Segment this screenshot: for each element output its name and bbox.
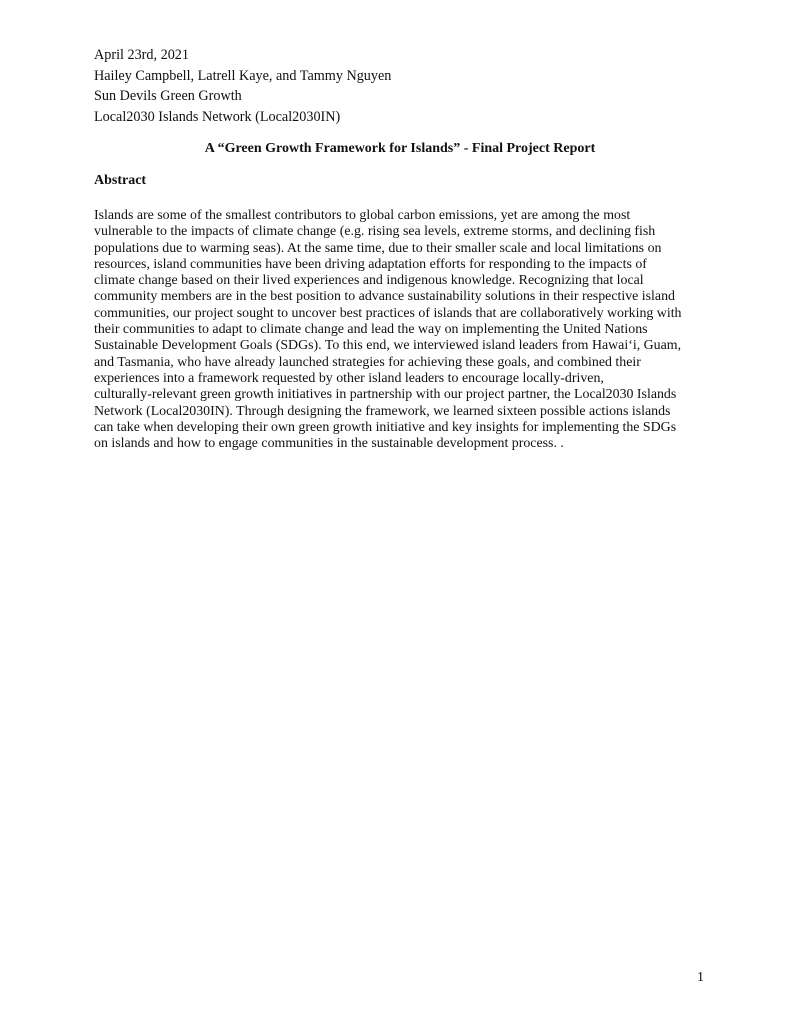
abstract-line: Islands are some of the smallest contributors to global carbon emissions, yet are among the most [94, 208, 631, 223]
document-header [94, 45, 391, 127]
abstract-line: communities, our project sought to uncover best practices of islands that are collaboratively working with [94, 305, 682, 321]
report-authors: Hailey Campbell, Latrell Kaye, and Tammy Nguyen [94, 67, 392, 84]
abstract-line: experiences into a framework requested by other island leaders to encourage locally-driven, [94, 370, 604, 386]
report-date: April 23rd, 2021 [94, 47, 189, 63]
abstract-line: resources, island communities have been driving adaptation efforts for responding to the impacts of [94, 256, 647, 272]
report-title: A “Green Growth Framework for Islands” - Final Project Report [204, 141, 596, 156]
team-name: Sun Devils Green Growth [94, 88, 242, 104]
abstract-line: community members are in the best position to advance sustainability solutions in their respective island [94, 289, 675, 305]
abstract-line: vulnerable to the impacts of climate change (e.g. rising sea levels, extreme storms, and declining fish [94, 224, 656, 240]
abstract-line: their communities to adapt to climate change and lead the way on implementing the United Nations [94, 322, 648, 338]
abstract-heading: Abstract [94, 173, 147, 188]
abstract-line: populations due to warming seas). At the same time, due to their smaller scale and local limitations on [94, 240, 662, 256]
page-number: 1 [697, 970, 704, 985]
abstract-line: on islands and how to engage communities in the sustainable development process. . [94, 436, 564, 452]
abstract-line: can take when developing their own green growth initiative and key insights for implementing the SDGs [94, 419, 677, 435]
abstract-line: culturally-relevant green growth initiatives in partnership with our project partner, the Local2030 Islands [94, 387, 677, 403]
partner-name: Local2030 Islands Network (Local2030IN) [94, 108, 341, 125]
abstract-line: Sustainable Development Goals (SDGs). To this end, we interviewed island leaders from Hawaiʻi, Guam, [94, 338, 682, 354]
abstract-body [94, 208, 706, 452]
abstract-line: climate change based on their lived experiences and indigenous knowledge. Recognizing that local [94, 273, 644, 289]
abstract-line: Network (Local2030IN). Through designing the framework, we learned sixteen possible actions islands [94, 403, 671, 419]
abstract-line: and Tasmania, who have already launched strategies for achieving these goals, and combined their [94, 354, 641, 370]
